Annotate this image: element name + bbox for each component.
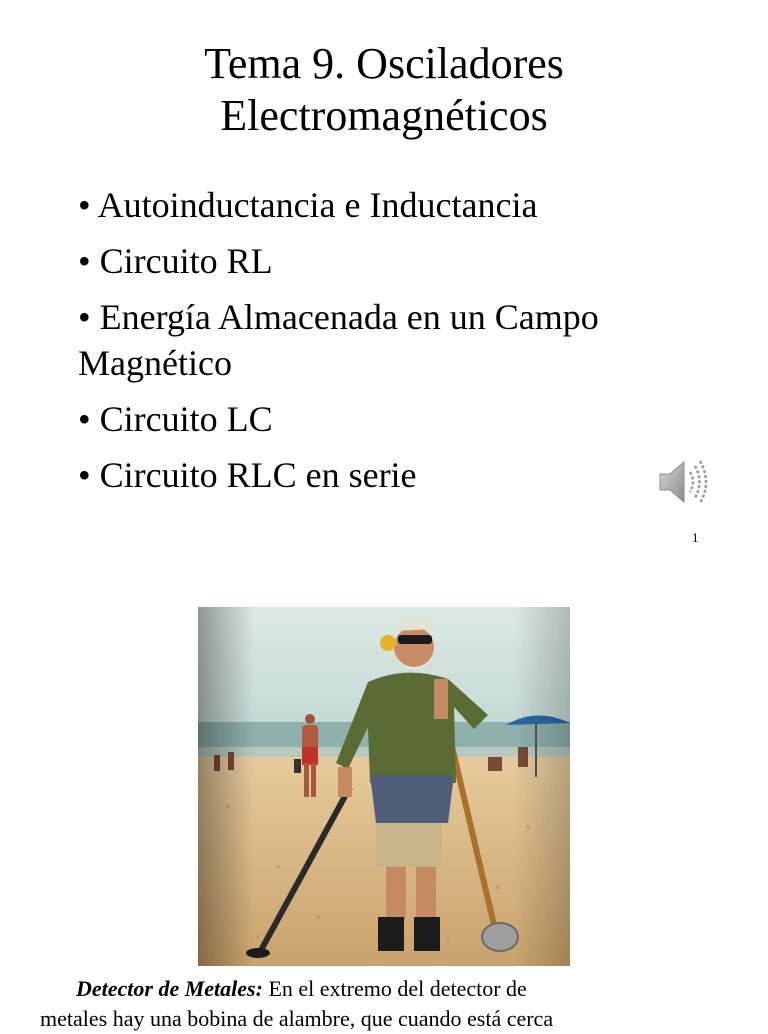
bullet-list <box>78 182 678 508</box>
caption-text-line-1: En el extremo del detector de <box>262 976 527 1001</box>
caption <box>40 974 740 1034</box>
slide-title-line-1: Tema 9. Osciladores <box>204 39 564 88</box>
slide-title <box>0 38 768 142</box>
caption-term: Detector de Metales: <box>76 976 263 1001</box>
bullet-item: • Circuito RLC en serie <box>78 455 417 495</box>
metal-detector-photo <box>198 607 570 966</box>
bullet-item: • Autoinductancia e Inductancia <box>78 185 538 225</box>
speaker-icon[interactable] <box>656 456 712 508</box>
page-number: 1 <box>692 530 699 545</box>
caption-text-line-2: metales hay una bobina de alambre, que cuando está cerca <box>40 1006 554 1031</box>
slide-title-line-2: Electromagnéticos <box>220 91 548 140</box>
bullet-item: • Energía Almacenada en un Campo Magnético <box>78 297 599 383</box>
bullet-item: • Circuito RL <box>78 241 273 281</box>
bullet-item: • Circuito LC <box>78 399 273 439</box>
